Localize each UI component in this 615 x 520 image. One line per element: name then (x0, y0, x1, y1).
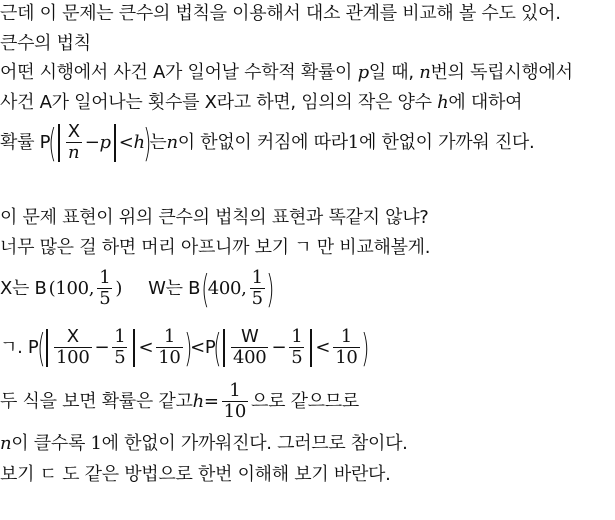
fraction-numerator: W (240, 326, 259, 347)
fraction-denominator: 5 (114, 347, 126, 368)
minus-sign: − (94, 336, 110, 358)
fraction-denominator: 5 (99, 288, 111, 309)
abs-bar-right (133, 329, 135, 367)
text-segment: 두 식을 보면 확률은 같고 (0, 390, 193, 412)
left-paren: ( (201, 266, 210, 311)
w-distribution-label: W는 B (148, 277, 201, 299)
text-segment: 으로 같으므로 (250, 390, 359, 412)
fraction-numerator: 1 (340, 326, 352, 347)
fraction-numerator: 1 (99, 267, 111, 288)
text-line-11 (0, 434, 408, 454)
text-segment: 어떤 시행에서 사건 A가 일어날 수학적 확률이 (0, 62, 358, 83)
text-segment: 번의 독립시행에서 (430, 62, 573, 83)
less-than-sign: < (315, 336, 331, 358)
fraction-numerator: 1 (291, 326, 303, 347)
text-line-1: 근데 이 문제는 큰수의 법칙을 이용해서 대소 관계를 비교해 볼 수도 있어. (0, 3, 561, 24)
fraction-one-fifth (97, 268, 112, 309)
abs-bar-right (114, 124, 116, 162)
text-segment: 에 한없이 가까워 진다. (358, 131, 535, 153)
text-segment: 이 클수록 (11, 433, 91, 454)
fraction-numerator: 1 (114, 326, 126, 347)
fraction-denominator: 5 (291, 347, 303, 368)
text-segment: 확률 P (0, 131, 51, 153)
right-paren: ) (143, 120, 152, 165)
fraction-denominator: 10 (335, 347, 358, 368)
x-trials: 100, (55, 277, 95, 299)
fraction-one-tenth (156, 327, 182, 368)
text-line-7: 너무 많은 걸 하면 머리 아프니까 보기 ㄱ 만 비교해볼게. (0, 237, 431, 258)
fraction-denominator: 400 (232, 347, 267, 368)
fraction-x-over-n (66, 122, 82, 163)
less-than-p: <P (190, 336, 216, 358)
right-paren: ) (183, 325, 192, 370)
text-segment: 일 때, (368, 62, 420, 83)
text-line-4 (0, 93, 522, 113)
var-n: n (419, 62, 431, 83)
right-paren: ) (360, 325, 369, 370)
number-one: 1 (90, 433, 102, 454)
minus-p: −p (84, 131, 111, 153)
fraction-numerator: 1 (163, 326, 175, 347)
text-segment: 는 (149, 131, 167, 153)
fraction-one-tenth (222, 381, 248, 422)
left-paren: ( (213, 325, 222, 370)
left-paren: ( (48, 120, 57, 165)
var-h: h (192, 390, 204, 412)
fraction-numerator: 1 (229, 380, 241, 401)
abs-bar-left (46, 329, 48, 367)
x-distribution-label: X는 B (0, 277, 47, 299)
paren-close: ) (115, 277, 123, 299)
fraction-numerator: X (66, 326, 79, 347)
formula-line-5 (0, 122, 534, 163)
text-segment: 이 한없이 커짐에 따라 (177, 131, 348, 153)
number-one: 1 (347, 131, 359, 153)
less-than-sign: < (138, 336, 154, 358)
fraction-numerator: 1 (251, 267, 263, 288)
fraction-denominator: 10 (158, 347, 181, 368)
w-trials: 400, (207, 277, 247, 299)
less-than-h: <h (118, 131, 145, 153)
fraction-numerator: X (67, 121, 80, 142)
abs-bar-left (58, 124, 60, 162)
paren-open: ( (48, 277, 56, 299)
fraction-one-tenth (333, 327, 359, 368)
fraction-denominator: 5 (251, 288, 263, 309)
equals-sign: = (203, 390, 219, 412)
right-paren: ) (266, 266, 275, 311)
fraction-denominator: n (68, 142, 80, 163)
abs-bar-right (310, 329, 312, 367)
text-line-3 (0, 63, 573, 83)
distribution-line-8 (0, 266, 275, 311)
fraction-one-fifth (289, 327, 304, 368)
minus-sign: − (271, 336, 287, 358)
abs-bar-left (223, 329, 225, 367)
text-line-6: 이 문제 표현이 위의 큰수의 법칙의 표현과 똑같지 않냐? (0, 207, 429, 228)
var-p: p (357, 62, 369, 83)
fraction-denominator: 100 (56, 347, 90, 368)
text-segment: 에 한없이 가까워진다. 그러므로 참이다. (101, 433, 408, 454)
fraction-w-over-400 (231, 327, 268, 368)
fraction-denominator: 10 (223, 401, 246, 422)
text-segment: 사건 A가 일어나는 횟수를 X라고 하면, 임의의 작은 양수 (0, 92, 438, 113)
heading-law-of-large-numbers: 큰수의 법칙 (0, 33, 91, 54)
left-paren: ( (36, 325, 45, 370)
var-h: h (437, 92, 449, 113)
text-line-10 (0, 381, 359, 422)
inequality-line-9 (0, 327, 367, 368)
fraction-one-fifth (250, 268, 265, 309)
var-n: n (166, 131, 178, 153)
text-line-12: 보기 ㄷ 도 같은 방법으로 한번 이해해 보기 바란다. (0, 464, 391, 485)
fraction-one-fifth (112, 327, 127, 368)
text-segment: 에 대하여 (448, 92, 523, 113)
option-label: ㄱ. P (0, 336, 39, 358)
var-n: n (0, 433, 12, 454)
fraction-x-over-100 (54, 327, 91, 368)
